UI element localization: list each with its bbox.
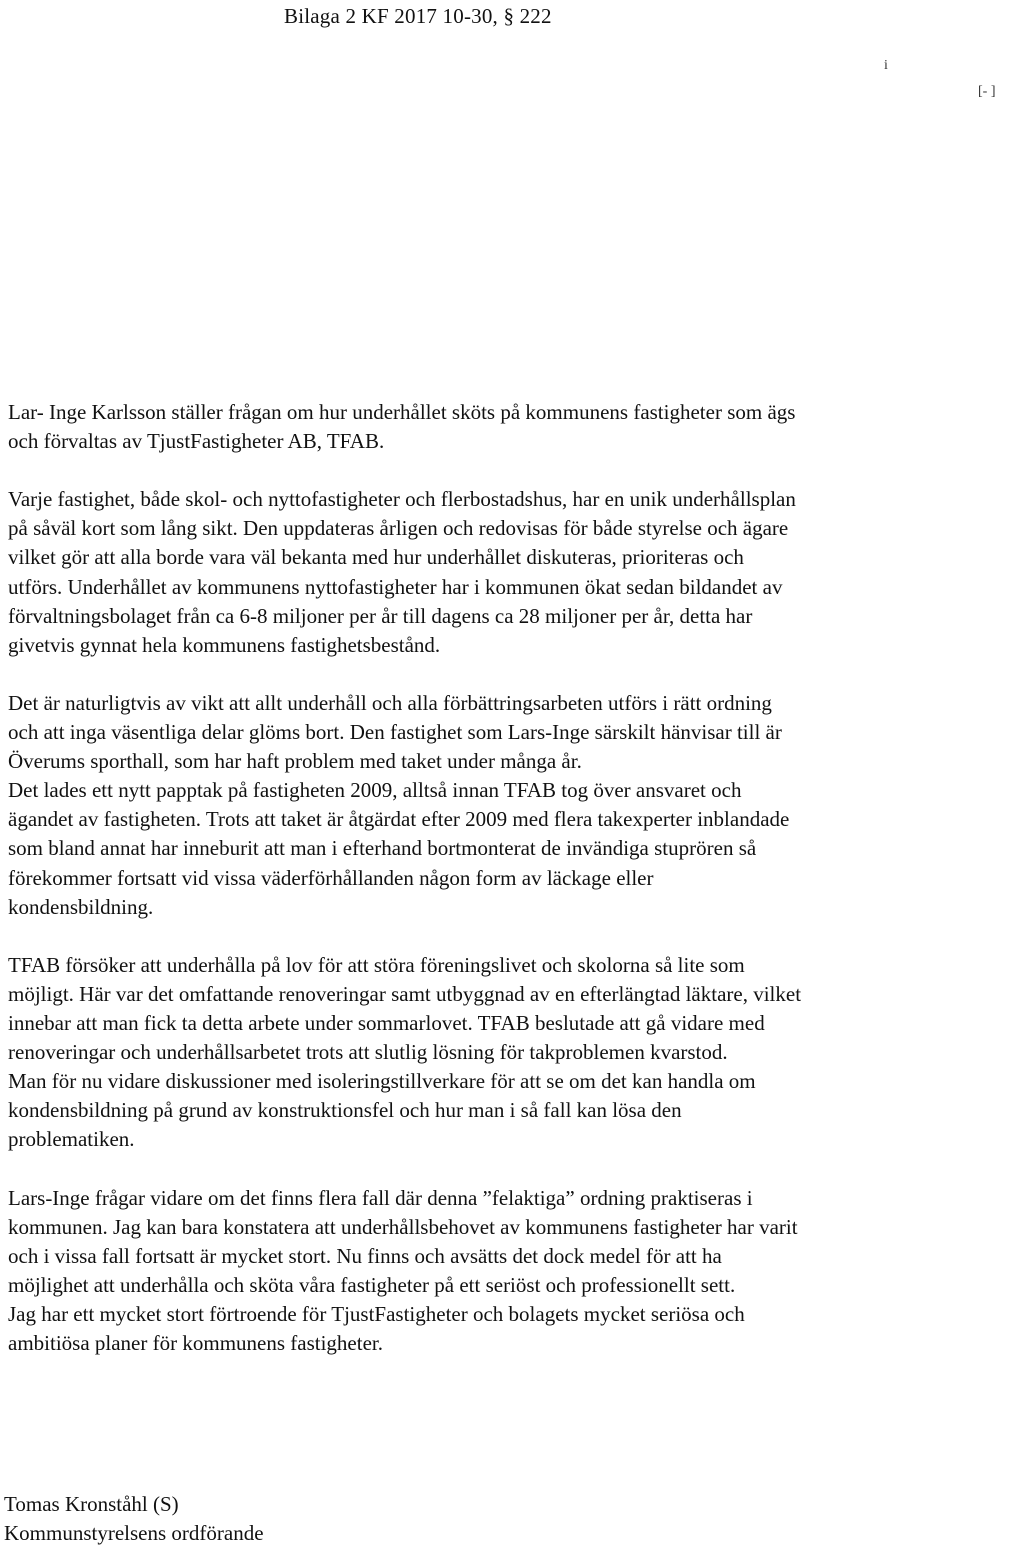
scan-mark: [- ] (978, 84, 996, 99)
paragraph-sporthall: Det är naturligtvis av vikt att allt underhåll och alla förbättringsarbeten utförs i rätt ordning och att inga väsentliga delar glöms bort. Den fastighet som Lars-Inge särskilt hänvisar till är Överums sporthall, som har haft problem med taket under många år. Det lades ett nytt papptak på fastigheten 2009, alltså innan TFAB tog över ansvaret och ägandet av fastigheten. Trots att taket är åtgärdat efter 2009 med flera takexperter inblandade som bland annat har inneburit att man i efterhand bortmonterat de invändiga stuprören så förekommer fortsatt vid vissa väderförhållanden någon form av läckage eller kondensbildning. (8, 690, 790, 919)
signature-title: Kommunstyrelsens ordförande (4, 1521, 264, 1545)
paragraph-renovation: TFAB försöker att underhålla på lov för att störa föreningslivet och skolorna så lite som möjligt. Här var det omfattande renoveringar samt utbyggnad av en efterlängtad läktare, vilket innebar att man fick ta detta arbete under sommarlovet. TFAB beslutade att gå vidare med renoveringar och underhållsarbetet trots att slutlig lösning för takproblemen kvarstod. Man för nu vidare diskussioner med isoleringstillverkare för att se om det kan handla om kondensbildning på grund av konstruktionsfel och hur man i så fall kan lösa den problematiken. (8, 952, 802, 1152)
paragraph-maintenance-plan: Varje fastighet, både skol- och nyttofastigheter och flerbostadshus, har en unik underhållsplan på såväl kort som lång sikt. Den uppdateras årligen och redovisas för både styrelse och ägare vilket gör att alla borde vara väl bekanta med hur underhållet diskuteras, prioriteras och utförs. Underhållet av kommunens nyttofastigheter har i kommunen ökat sedan bildandet av förvaltningsbolaget från ca 6-8 miljoner per år till dagens ca 28 miljoner per år, detta har givetvis gynnat hela kommunens fastighetsbestånd. (8, 487, 796, 657)
paragraph-conclusion: Lars-Inge frågar vidare om det finns flera fall där denna ”felaktiga” ordning praktiseras i kommunen. Jag kan bara konstatera att underhållsbehovet av kommunens fastigheter har varit och i vissa fall fortsatt är mycket stort. Nu finns och avsätts det dock medel för att ha möjlighet att underhålla och sköta våra fastigheter på ett seriöst och professionellt sett. Jag har ett mycket stort förtroende för TjustFastigheter och bolagets mycket seriösa och ambitiösa planer för kommunens fastigheter. (8, 1185, 798, 1355)
scan-mark: i (884, 58, 888, 73)
signature-block (4, 1490, 264, 1548)
signature-name: Tomas Kronståhl (S) (4, 1492, 179, 1516)
paragraph-question: Lar- Inge Karlsson ställer frågan om hur underhållet sköts på kommunens fastigheter som ägs och förvaltas av TjustFastigheter AB, TFAB. (8, 400, 796, 454)
document-reference: Bilaga 2 KF 2017 10-30, § 222 (284, 4, 552, 28)
document-body (8, 398, 1020, 1387)
